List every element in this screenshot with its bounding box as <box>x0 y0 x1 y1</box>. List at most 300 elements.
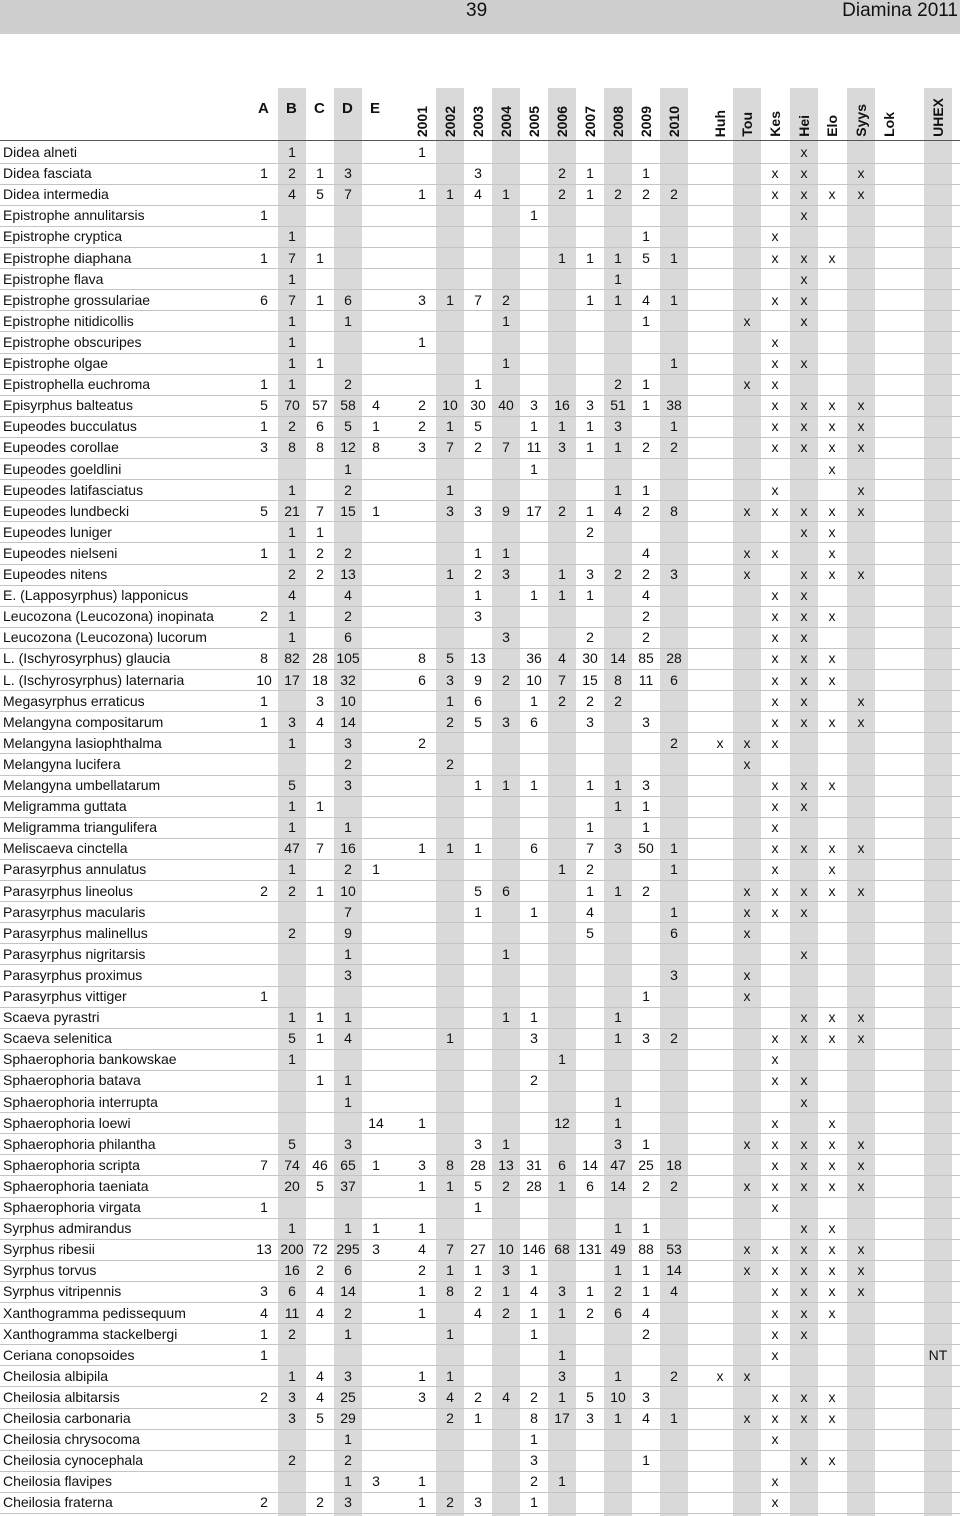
table-row <box>0 1492 960 1513</box>
table-cell: 1 <box>530 777 538 793</box>
table-cell: 1 <box>558 861 566 878</box>
table-cell: 2 <box>642 439 650 456</box>
species-name: Ceriana conopsoides <box>3 1346 135 1363</box>
table-cell: 10 <box>526 671 542 688</box>
table-cell: 6 <box>502 882 510 899</box>
table-cell: x <box>743 924 751 941</box>
table-cell: 2 <box>642 566 650 582</box>
table-cell: 28 <box>666 650 682 667</box>
table-cell: x <box>857 1030 865 1047</box>
table-cell: 2 <box>670 1030 678 1047</box>
table-cell: 1 <box>530 1325 538 1342</box>
species-name: Eupeodes nielseni <box>3 544 118 561</box>
table-cell: 1 <box>418 144 426 160</box>
table-cell: 28 <box>526 1177 542 1194</box>
table-cell: 1 <box>418 333 426 350</box>
table-cell: 3 <box>372 1473 380 1490</box>
table-cell: 1 <box>614 1009 622 1026</box>
table-cell: x <box>771 819 779 836</box>
table-cell: 1 <box>418 1283 426 1300</box>
table-cell: x <box>771 1494 779 1511</box>
table-cell: 1 <box>446 1030 454 1047</box>
table-cell: x <box>857 502 865 519</box>
species-name: Epistrophe diaphana <box>3 249 132 266</box>
table-cell: 25 <box>638 1156 654 1173</box>
table-cell: x <box>857 186 865 203</box>
table-cell: x <box>771 502 779 519</box>
table-cell: x <box>771 777 779 793</box>
species-name: Cheilosia albitarsis <box>3 1388 120 1405</box>
table-cell: 3 <box>502 713 510 730</box>
table-cell: 3 <box>530 1452 538 1469</box>
table-cell: 1 <box>614 1114 622 1131</box>
row-divider <box>0 1513 960 1514</box>
table-cell: 2 <box>670 1177 678 1194</box>
table-cell: 1 <box>614 777 622 793</box>
table-cell: 47 <box>284 840 300 857</box>
table-cell: 1 <box>614 1030 622 1047</box>
table-row <box>0 501 960 522</box>
species-name: Epistrophe flava <box>3 270 104 287</box>
table-cell: x <box>800 1177 808 1194</box>
table-cell: 13 <box>340 566 356 582</box>
species-name: Melangyna compositarum <box>3 713 164 730</box>
table-cell: 1 <box>288 861 296 878</box>
table-cell: x <box>771 165 779 182</box>
table-cell: 3 <box>418 1388 426 1405</box>
species-name: Meligramma guttata <box>3 798 127 815</box>
table-cell: 85 <box>638 650 654 667</box>
table-cell: 4 <box>260 1304 268 1321</box>
table-cell: 2 <box>614 186 622 203</box>
table-cell: 1 <box>586 819 594 836</box>
table-cell: 2 <box>670 1367 678 1384</box>
table-cell: x <box>771 713 779 730</box>
table-cell: x <box>800 1093 808 1110</box>
table-row <box>0 459 960 480</box>
table-cell: 1 <box>558 1177 566 1194</box>
table-cell: 4 <box>344 1030 352 1047</box>
table-cell: x <box>828 1030 836 1047</box>
table-cell: x <box>828 439 836 456</box>
table-cell: 1 <box>642 312 650 329</box>
table-cell: 1 <box>586 502 594 519</box>
table-cell: 1 <box>344 1093 352 1110</box>
species-name: Scaeva pyrastri <box>3 1009 100 1026</box>
table-cell: 7 <box>446 1241 454 1258</box>
table-cell: 1 <box>446 1177 454 1194</box>
table-cell: 1 <box>288 481 296 498</box>
table-cell: 1 <box>288 1220 296 1237</box>
species-name: Sphaerophoria batava <box>3 1072 141 1089</box>
table-cell: 5 <box>474 1177 482 1194</box>
table-cell: x <box>800 671 808 688</box>
table-cell: 1 <box>502 355 510 371</box>
table-cell: x <box>828 777 836 793</box>
table-cell: 1 <box>530 418 538 435</box>
table-cell: 1 <box>316 798 324 815</box>
table-cell: 1 <box>474 1199 482 1215</box>
table-cell: x <box>857 840 865 857</box>
table-cell: 6 <box>670 924 678 941</box>
table-cell: x <box>771 840 779 857</box>
table-cell: 1 <box>558 1304 566 1321</box>
table-row <box>0 437 960 458</box>
table-cell: 6 <box>316 418 324 435</box>
table-cell: 1 <box>530 1431 538 1448</box>
table-cell: x <box>857 481 865 498</box>
species-name: Eupeodes latifasciatus <box>3 481 144 498</box>
table-cell: 4 <box>670 1283 678 1300</box>
table-cell: 2 <box>502 671 510 688</box>
table-row <box>0 543 960 564</box>
table-cell: x <box>800 523 808 540</box>
species-name: Didea alneti <box>3 144 77 160</box>
table-cell: 2 <box>642 629 650 646</box>
table-row <box>0 1450 960 1471</box>
table-cell: 4 <box>642 1410 650 1426</box>
table-cell: 1 <box>558 249 566 266</box>
table-row <box>0 1134 960 1155</box>
table-cell: 6 <box>670 671 678 688</box>
table-cell: 2 <box>260 1494 268 1511</box>
table-cell: 1 <box>614 1262 622 1279</box>
table-cell: 12 <box>340 439 356 456</box>
table-cell: 8 <box>372 439 380 456</box>
table-cell: 27 <box>470 1241 486 1258</box>
table-cell: x <box>743 882 751 899</box>
table-cell: 2 <box>586 692 594 709</box>
table-cell: x <box>800 629 808 646</box>
species-name: Sphaerophoria bankowskae <box>3 1051 177 1068</box>
table-row <box>0 395 960 416</box>
table-cell: x <box>828 1114 836 1131</box>
table-cell: 8 <box>670 502 678 519</box>
table-cell: x <box>771 903 779 920</box>
table-cell: 146 <box>522 1241 546 1258</box>
table-row <box>0 944 960 965</box>
table-cell: 2 <box>418 418 426 435</box>
column-header: 2007 <box>582 105 598 137</box>
table-row <box>0 374 960 395</box>
table-cell: 1 <box>502 777 510 793</box>
table-cell: 1 <box>474 544 482 561</box>
table-cell: 8 <box>418 650 426 667</box>
table-cell: 4 <box>502 1388 510 1405</box>
table-cell: x <box>743 755 751 772</box>
table-row <box>0 817 960 838</box>
table-cell: 1 <box>642 481 650 498</box>
table-cell: 2 <box>288 1452 296 1469</box>
table-cell: 2 <box>642 186 650 203</box>
species-name: Eupeodes goeldlini <box>3 460 122 477</box>
table-cell: 13 <box>470 650 486 667</box>
species-name: Didea fasciata <box>3 165 92 182</box>
table-cell: 58 <box>340 397 356 414</box>
table-cell: x <box>771 376 779 393</box>
table-cell: 4 <box>316 713 324 730</box>
table-cell: 2 <box>474 439 482 456</box>
table-cell: 2 <box>260 608 268 625</box>
table-cell: 16 <box>554 397 570 414</box>
table-cell: x <box>771 1410 779 1426</box>
table-cell: 70 <box>284 397 300 414</box>
table-cell: x <box>771 1388 779 1405</box>
table-cell: x <box>771 291 779 308</box>
table-cell: 1 <box>614 291 622 308</box>
table-cell: 4 <box>344 587 352 604</box>
column-header: 2010 <box>666 105 682 137</box>
table-cell: x <box>800 840 808 857</box>
species-name: Syrphus vitripennis <box>3 1283 122 1300</box>
table-cell: 1 <box>530 207 538 224</box>
column-header: UHEX <box>930 98 946 137</box>
table-cell: 3 <box>642 1388 650 1405</box>
table-cell: 30 <box>470 397 486 414</box>
table-cell: 37 <box>340 1177 356 1194</box>
table-cell: x <box>800 397 808 414</box>
table-cell: 7 <box>344 903 352 920</box>
table-cell: 1 <box>530 460 538 477</box>
table-cell: 1 <box>474 587 482 604</box>
table-cell: 2 <box>288 418 296 435</box>
table-cell: 74 <box>284 1156 300 1173</box>
table-cell: 1 <box>474 777 482 793</box>
table-row <box>0 1113 960 1134</box>
table-row <box>0 1092 960 1113</box>
table-cell: x <box>800 1304 808 1321</box>
table-cell: 2 <box>502 1304 510 1321</box>
table-cell: 10 <box>442 397 458 414</box>
table-cell: x <box>771 439 779 456</box>
table-cell: x <box>771 186 779 203</box>
table-cell: x <box>828 1177 836 1194</box>
table-cell: 2 <box>344 1304 352 1321</box>
table-cell: x <box>800 249 808 266</box>
table-cell: x <box>800 587 808 604</box>
table-cell: x <box>857 397 865 414</box>
table-cell: 2 <box>316 1494 324 1511</box>
table-cell: 1 <box>614 798 622 815</box>
table-cell: 1 <box>642 376 650 393</box>
table-cell: 2 <box>260 882 268 899</box>
table-cell: 3 <box>418 1156 426 1173</box>
table-cell: 4 <box>642 544 650 561</box>
species-name: Epistrophella euchroma <box>3 376 151 393</box>
species-name: Parasyrphus lineolus <box>3 882 133 899</box>
table-cell: 1 <box>418 1114 426 1131</box>
table-cell: 1 <box>530 1304 538 1321</box>
table-cell: 7 <box>586 840 594 857</box>
table-cell: 29 <box>340 1410 356 1426</box>
table-cell: 4 <box>316 1388 324 1405</box>
table-cell: x <box>771 544 779 561</box>
table-cell: 14 <box>666 1262 682 1279</box>
table-cell: 1 <box>586 291 594 308</box>
table-cell: 5 <box>288 777 296 793</box>
table-cell: 6 <box>474 692 482 709</box>
table-cell: 10 <box>340 882 356 899</box>
table-cell: 1 <box>288 228 296 245</box>
table-cell: x <box>828 713 836 730</box>
table-row <box>0 1281 960 1302</box>
table-cell: x <box>771 249 779 266</box>
table-cell: 1 <box>558 1346 566 1363</box>
table-cell: 88 <box>638 1241 654 1258</box>
table-cell: 28 <box>470 1156 486 1173</box>
table-cell: x <box>771 734 779 751</box>
table-cell: 1 <box>372 861 380 878</box>
table-cell: 1 <box>502 186 510 203</box>
table-cell: 3 <box>260 439 268 456</box>
species-name: Sphaerophoria interrupta <box>3 1093 158 1110</box>
table-cell: x <box>771 1156 779 1173</box>
table-cell: 3 <box>288 1388 296 1405</box>
species-name: Sphaerophoria scripta <box>3 1156 140 1173</box>
table-cell: x <box>743 544 751 561</box>
table-cell: x <box>771 1135 779 1152</box>
table-cell: 1 <box>446 692 454 709</box>
column-header: 2003 <box>470 105 486 137</box>
table-cell: 2 <box>344 755 352 772</box>
table-cell: 1 <box>344 1072 352 1089</box>
table-cell: 1 <box>530 692 538 709</box>
table-cell: 5 <box>344 418 352 435</box>
table-cell: x <box>743 1367 751 1384</box>
species-name: Xanthogramma pedissequum <box>3 1304 186 1321</box>
table-cell: x <box>857 1262 865 1279</box>
table-cell: 1 <box>614 1410 622 1426</box>
table-row <box>0 670 960 691</box>
table-cell: x <box>800 1135 808 1152</box>
table-cell: 1 <box>614 1220 622 1237</box>
table-cell: x <box>771 798 779 815</box>
table-cell: 17 <box>554 1410 570 1426</box>
table-cell: 1 <box>260 207 268 224</box>
table-cell: x <box>857 566 865 582</box>
table-cell: 1 <box>344 1220 352 1237</box>
table-cell: 2 <box>446 1410 454 1426</box>
table-cell: 1 <box>418 1177 426 1194</box>
table-cell: x <box>743 1177 751 1194</box>
table-cell: x <box>857 1241 865 1258</box>
table-cell: 1 <box>474 1410 482 1426</box>
table-cell: x <box>771 1114 779 1131</box>
table-cell: x <box>828 861 836 878</box>
table-cell: x <box>771 1325 779 1342</box>
table-cell: 4 <box>642 587 650 604</box>
table-cell: 1 <box>586 165 594 182</box>
table-cell: 295 <box>336 1241 360 1258</box>
table-cell: 1 <box>344 1473 352 1490</box>
table-cell: 4 <box>316 1367 324 1384</box>
column-header: E <box>370 100 381 117</box>
table-cell: 1 <box>288 523 296 540</box>
table-cell: 1 <box>558 566 566 582</box>
table-cell: 7 <box>288 291 296 308</box>
table-cell: x <box>857 1009 865 1026</box>
table-cell: 1 <box>530 1262 538 1279</box>
table-cell: x <box>771 1304 779 1321</box>
table-cell: x <box>828 186 836 203</box>
table-cell: 1 <box>614 481 622 498</box>
table-cell: 31 <box>526 1156 542 1173</box>
column-header: B <box>286 100 297 117</box>
species-name: Sphaerophoria philantha <box>3 1135 156 1152</box>
table-cell: 1 <box>344 312 352 329</box>
table-cell: 131 <box>578 1241 602 1258</box>
table-cell: 14 <box>610 1177 626 1194</box>
table-cell: 8 <box>260 650 268 667</box>
species-name: Epistrophe cryptica <box>3 228 123 245</box>
table-cell: 14 <box>340 713 356 730</box>
table-cell: 46 <box>312 1156 328 1173</box>
table-cell: x <box>828 1135 836 1152</box>
table-cell: 36 <box>526 650 542 667</box>
table-cell: x <box>800 650 808 667</box>
species-name: Megasyrphus erraticus <box>3 692 145 709</box>
table-row <box>0 1366 960 1387</box>
table-cell: 1 <box>530 587 538 604</box>
table-row <box>0 733 960 754</box>
table-cell: 1 <box>288 819 296 836</box>
table-cell: 2 <box>418 1262 426 1279</box>
table-cell: 3 <box>530 397 538 414</box>
column-header: C <box>314 100 325 117</box>
table-cell: 3 <box>474 165 482 182</box>
table-cell: x <box>743 734 751 751</box>
table-cell: 2 <box>558 165 566 182</box>
table-cell: 1 <box>260 692 268 709</box>
species-name: L. (Ischyrosyrphus) laternaria <box>3 671 185 688</box>
table-cell: x <box>828 1241 836 1258</box>
table-row <box>0 1345 960 1366</box>
table-cell: 1 <box>670 249 678 266</box>
table-cell: x <box>857 165 865 182</box>
species-name: Syrphus torvus <box>3 1262 97 1279</box>
table-cell: 1 <box>260 1346 268 1363</box>
table-cell: 1 <box>558 587 566 604</box>
table-cell: 2 <box>670 186 678 203</box>
table-cell: x <box>800 1220 808 1237</box>
species-name: Cheilosia fraterna <box>3 1494 113 1511</box>
table-cell: 1 <box>344 1009 352 1026</box>
table-cell: 1 <box>614 439 622 456</box>
table-cell: 1 <box>344 819 352 836</box>
table-cell: 4 <box>614 502 622 519</box>
header-rule <box>0 140 960 141</box>
table-cell: 2 <box>670 734 678 751</box>
table-cell: x <box>828 397 836 414</box>
species-name: Parasyrphus annulatus <box>3 861 147 878</box>
table-row <box>0 416 960 437</box>
table-row <box>0 1239 960 1260</box>
table-cell: 2 <box>446 713 454 730</box>
table-cell: 1 <box>316 249 324 266</box>
table-cell: 2 <box>558 502 566 519</box>
table-cell: 3 <box>316 692 324 709</box>
table-row <box>0 248 960 269</box>
species-name: Meligramma triangulifera <box>3 819 158 836</box>
table-cell: 1 <box>288 608 296 625</box>
column-header: Elo <box>824 115 840 137</box>
table-cell: 40 <box>498 397 514 414</box>
table-cell: x <box>828 1220 836 1237</box>
table-cell: 1 <box>474 376 482 393</box>
species-name: Epistrophe olgae <box>3 355 109 371</box>
table-cell: x <box>800 1262 808 1279</box>
table-cell: 3 <box>288 1410 296 1426</box>
